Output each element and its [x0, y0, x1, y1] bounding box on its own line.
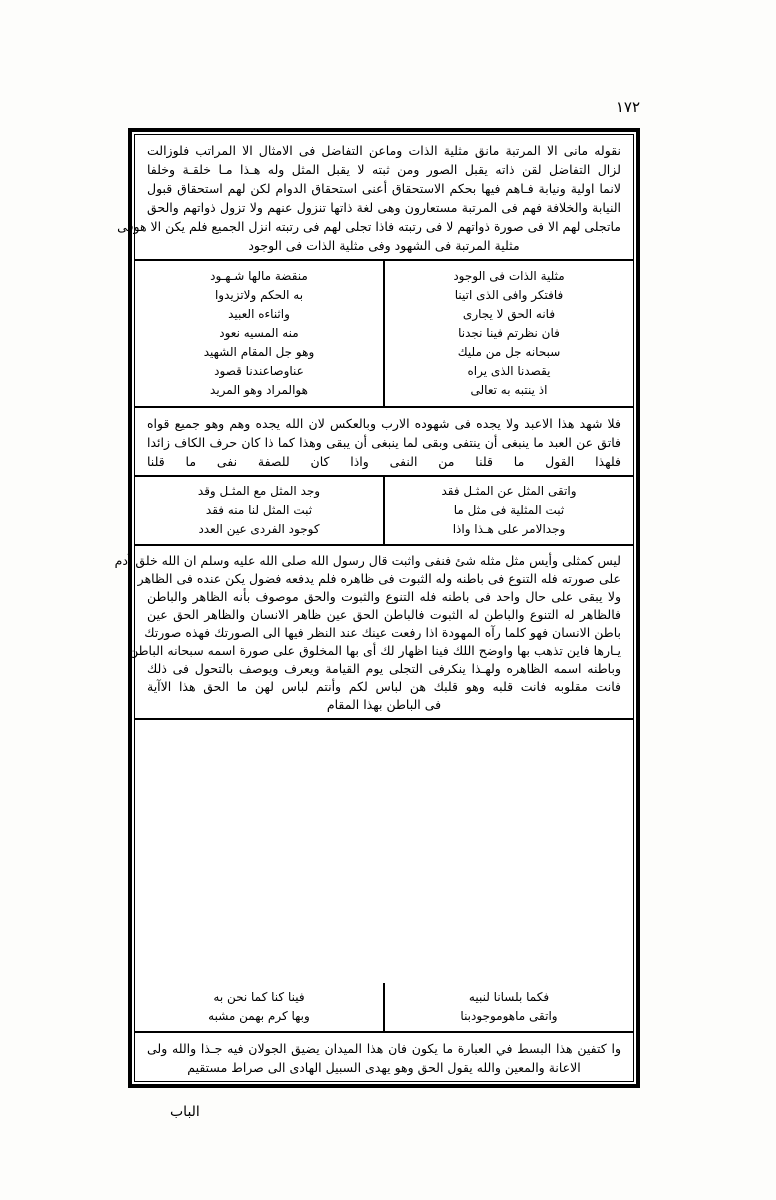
verse-line: واثناءه العبيد: [228, 307, 290, 321]
text-line: مثلية المرتبة فى الشهود وفى مثلية الذات فى الوجود: [248, 238, 520, 253]
text-line: فاتق عن العبد ما ينبغى أن ينتفى وبقى لما ينبغى أن يبقى وهذا كما ذا كان حرف الكاف زائدا: [147, 435, 621, 450]
text-line: ولا يبقى على حال واحد فى باطنه فله التنوع والثبوت والحق موصوف بأنه الظاهر والباطن: [147, 589, 621, 604]
verse-line: منقضة مالها شـهـود: [210, 269, 308, 283]
page-frame: [114, 128, 640, 1088]
verse-line: وهو جل المقام الشهيد: [203, 345, 315, 359]
verse-line: اذ ينتبه به تعالى: [470, 383, 548, 397]
verse-line: عناوصاعندنا قصود: [214, 364, 304, 378]
text-line: فانت مقلوبه فانت قلبه وهو قلبك هن لباس لكم وأنتم لباس لهن ما الحق هذا الاآية: [147, 679, 621, 694]
verse-line: كوجود الفردى عين العدد: [198, 522, 320, 536]
verse-line: فكما بلسانا لنبيه: [468, 990, 550, 1004]
text-line: النيابة والخلافة فهم فى المرتبة مستعارون وهى لغة ذاتها تنزول عنهم ولا تزول ذواتهم والحق: [147, 200, 621, 215]
text-line: فى الباطن بهذا المقام: [326, 697, 442, 712]
verse-line: واتقى المثل عن المثـل فقد: [441, 484, 577, 498]
catchword: الباب: [170, 1104, 200, 1120]
text-line: نقوله مانى الا المرتبة مانق مثلية الذات وماعن التفاضل فى الامثال الا المراتب فلوزالت: [147, 143, 621, 158]
verse-line: وجدالامر على هـذا واذا: [452, 522, 566, 536]
verse-line: هوالمراد وهو المريد: [210, 383, 308, 397]
verse-table-3: [135, 983, 633, 1033]
text-line: ماتجلى لهم الا فى صورة ذواتهم لا فى رتبته فاذا تجلى لهم فى رتبته انزل الجميع فلم يكن الا هوفى: [117, 219, 621, 234]
verse-line: وبها كرم بهمن مشبه: [208, 1009, 310, 1023]
text-line: وباطنه اسمه الظاهره ولهـذا ينكرفى التجلى يوم القيامة ويعرف ويوصف بالتحول فى ذلك: [147, 661, 621, 676]
verse-line: فينا كنا كما نحن به: [213, 990, 305, 1004]
text-line: الاعانة والمعين والله يقول الحق وهو يهدى السبيل الهادى الى صراط مستقيم: [187, 1060, 581, 1075]
text-line: وا كتفين هذا البسط في العبارة ما يكون فان هذا الميدان يضيق الجولان فيه جـذا والله ولى: [147, 1041, 621, 1056]
verse-line: واتقى ماهوموجودبنا: [460, 1009, 558, 1023]
text-line: على صورته فله التنوع فى باطنه وله الثبوت فى ظاهره فلم يدفعه فضول يكن عنده فى الظاهر: [137, 571, 621, 586]
block-gap: [135, 720, 633, 983]
verse-column-middle: [135, 477, 385, 544]
text-block-1: [117, 135, 633, 261]
verse-line: به الحكم ولاتزيدوا: [214, 288, 304, 302]
verse-line: فانه الحق لا يجارى: [462, 307, 556, 321]
text-block-3: [114, 546, 633, 720]
verse-line: منه المسيه نعود: [219, 326, 299, 340]
verse-line: سبحانه جل من مليك: [457, 345, 561, 359]
text-line: فالظاهر له التنوع والباطن له الثبوت فالباطن الحق عين ظاهر الانسان والظاهر الحق عين: [147, 607, 621, 622]
page-number: ١٧٢: [615, 98, 640, 116]
verse-table-2: [135, 477, 633, 546]
verse-line: ثبت المثلية فى مثل ما: [453, 503, 565, 517]
page-frame-inner: [114, 134, 634, 1082]
verse-table-1: [135, 261, 633, 408]
verse-line: فان نظرتم فينا نجدنا: [458, 326, 560, 340]
text-line: فلا شهد هذا الاعبد ولا يجده فى شهوده الارب وبالعكس لان الله يجده وهم وهو جميع قواه: [147, 416, 621, 431]
verse-line: مثلية الذات فى الوجود: [453, 269, 565, 283]
verse-line: فافتكر وافى الذى اتينا: [454, 288, 564, 302]
text-block-4: [135, 1033, 633, 1081]
verse-line: وجد المثل مع المثـل وقد: [197, 484, 321, 498]
text-line: باطن الانسان فهو كلما رآه المهودة اذا رفعت عينك عند النظر فيها الى الصورتك فهذه صورتك: [144, 625, 621, 640]
verse-column-right: [385, 477, 633, 544]
text-line: لانما اولية ونيابة فـاهم فيها بحكم الاستحقاق أعنى استحقاق الدوام لكن لهم استحقاق قبول: [147, 181, 621, 196]
verse-column-right: [385, 261, 633, 406]
verse-line: يقصدنا الذى يراه: [467, 364, 551, 378]
text-line: لزال التفاضل لقن ذاته يقبل الصور ومن ثبته لا يقبل المثل وله هـذا مـا خلقـة وخلفا: [147, 162, 621, 177]
text-line: فلهذا القول ما قلنا من النفى واذا كان للصفة نفى ما قلنا: [147, 454, 621, 469]
verse-column-middle: [135, 261, 385, 406]
verse-column-right: [385, 983, 633, 1031]
verse-column-middle: [135, 983, 385, 1031]
text-block-2: [135, 408, 633, 477]
text-line: يـارها فاين تذهب بها واوضح اللك فينا اظهار لك أى بها المخلوق على صورة اسمه سبحانه الباطن: [129, 643, 621, 658]
verse-line: ثبت المثل لنا منه فقد: [205, 503, 313, 517]
text-line: ليس كمثلى وأيس مثل مثله شئ فنفى واثبت قال رسول الله صلى الله عليه وسلم ان الله خلق آدم: [114, 553, 621, 568]
